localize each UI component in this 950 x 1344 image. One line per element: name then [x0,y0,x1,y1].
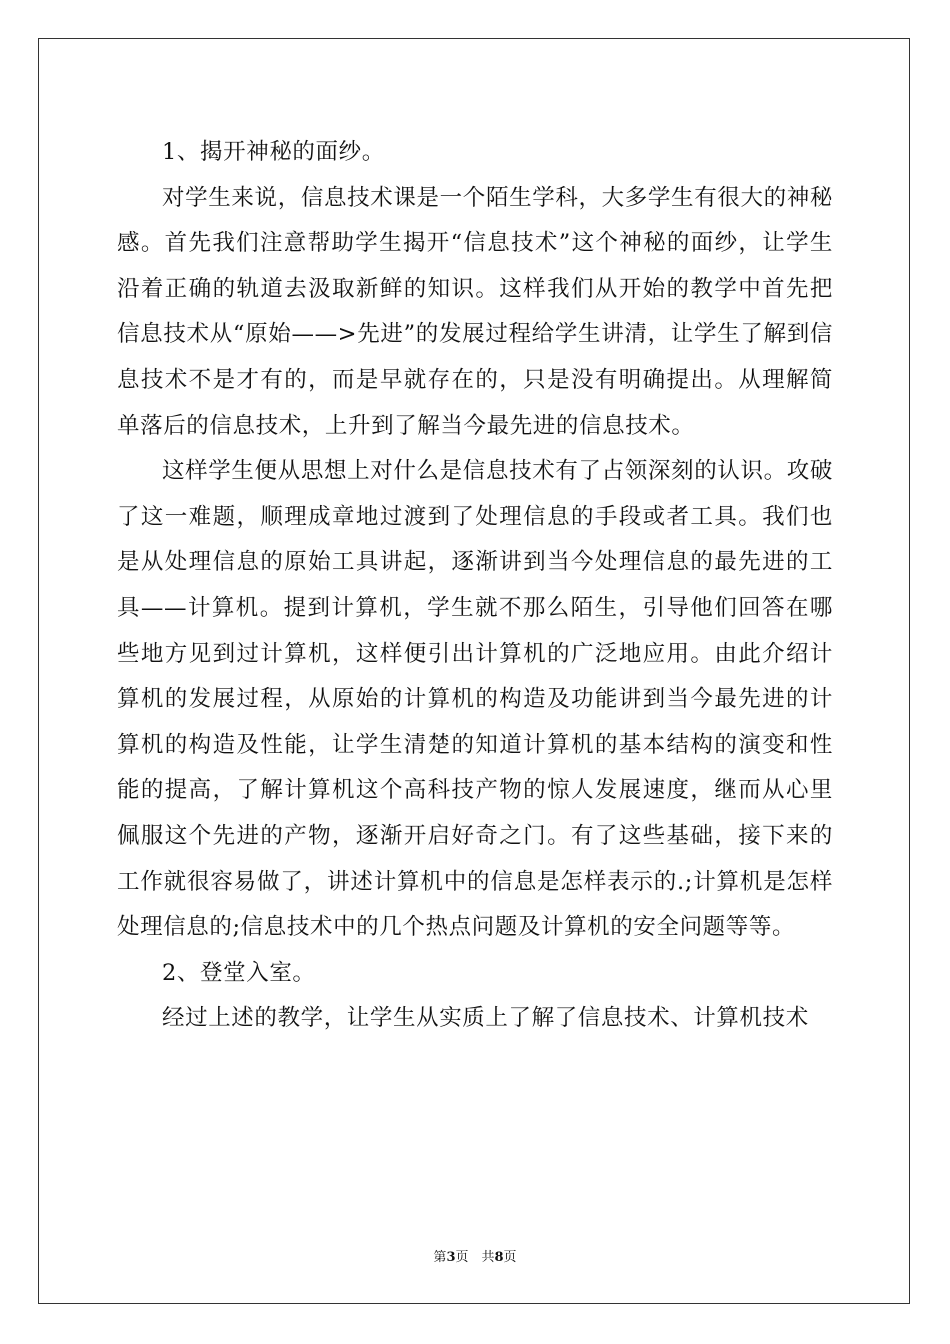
current-page-number: 3 [446,1250,456,1265]
footer-prefix: 第 [433,1250,447,1265]
paragraph: 对学生来说，信息技术课是一个陌生学科，大多学生有很大的神秘感。首先我们注意帮助学生揭开“信息技术”这个神秘的面纱，让学生沿着正确的轨道去汲取新鲜的知识。这样我们从开始的教学中首先把信息技术从“原始——>先进”的发展过程给学生讲清，让学生了解到信息技术不是才有的，而是早就存在的，只是没有明确提出。从理解简单落后的信息技术，上升到了解当今最先进的信息技术。 [117,184,833,439]
total-pages-number: 8 [494,1250,504,1265]
paragraph-heading-1: 1、揭开神秘的面纱。 [162,139,385,165]
footer-middle: 页 共 [455,1250,495,1265]
paragraph-heading-2: 2、登堂入室。 [162,959,316,986]
document-body [117,130,833,1042]
page-footer [0,1246,950,1265]
paragraph: 经过上述的教学，让学生从实质上了解了信息技术、计算机技术 [162,1005,809,1032]
footer-suffix: 页 [503,1250,517,1265]
paragraph: 这样学生便从思想上对什么是信息技术有了占领深刻的认识。攻破了这一难题，顺理成章地过渡到了处理信息的手段或者工具。我们也是从处理信息的原始工具讲起，逐渐讲到当今处理信息的最先进的工具——计算机。提到计算机，学生就不那么陌生，引导他们回答在哪些地方见到过计算机，这样便引出计算机的广泛地应用。由此介绍计算机的发展过程，从原始的计算机的构造及功能讲到当今最先进的计算机的构造及性能，让学生清楚的知道计算机的基本结构的演变和性能的提高，了解计算机这个高科技产物的惊人发展速度，继而从心里佩服这个先进的产物，逐渐开启好奇之门。有了这些基础，接下来的工作就很容易做了，讲述计算机中的信息是怎样表示的.;计算机是怎样处理信息的;信息技术中的几个热点问题及计算机的安全问题等等。 [117,458,833,941]
